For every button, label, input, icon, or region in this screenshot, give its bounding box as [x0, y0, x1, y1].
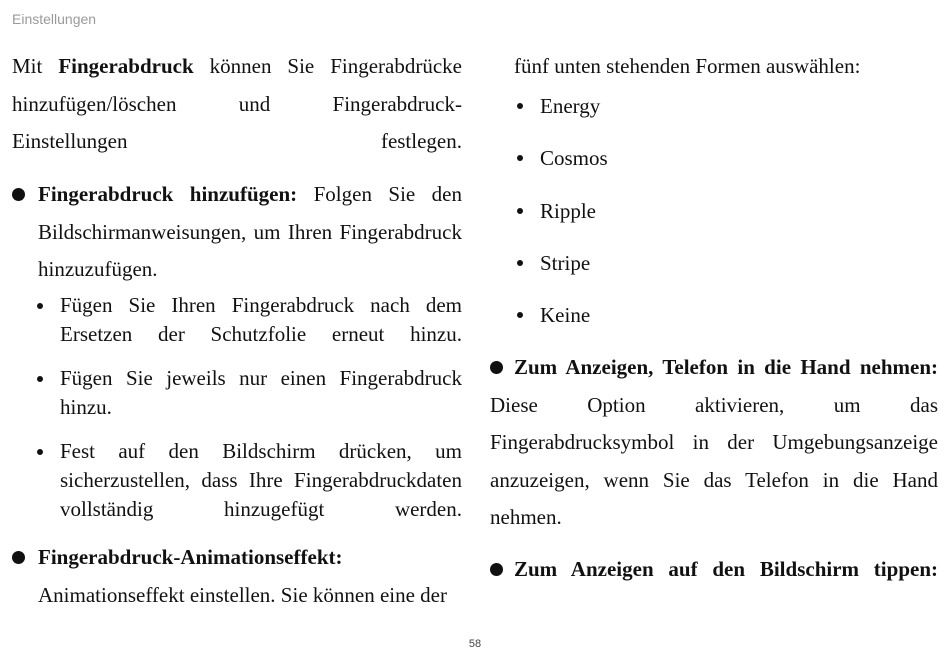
bullet-title: Fingerabdruck-Animationseffekt: — [38, 545, 343, 569]
small-bullet-icon — [517, 312, 523, 318]
shapes-intro: fünf unten stehenden Formen auswählen: — [514, 54, 861, 78]
bullet-tap-to-show — [490, 551, 938, 589]
bullet-lift-to-show — [490, 349, 938, 551]
shape-item-stripe — [514, 245, 938, 297]
bullet-body: Folgen Sie den Bildschirmanweisungen, um Ihren Fingerabdruck hinzuzufügen. — [38, 182, 462, 281]
sub-bullet-3 — [12, 437, 462, 539]
small-bullet-icon — [517, 155, 523, 161]
bullet-dot-icon — [12, 188, 25, 201]
bullet-dot-icon — [12, 551, 25, 564]
shape-item-ripple — [514, 193, 938, 245]
small-bullet-icon — [517, 260, 523, 266]
right-column — [490, 48, 938, 589]
sub-bullet-1 — [12, 291, 462, 364]
bullet-animation-effect — [12, 539, 462, 614]
header-title: Einstellungen — [12, 11, 97, 27]
intro-rest: können Sie Fingerabdrücke hinzufügen/löschen und Fingerabdruck-Einstellungen festlegen. — [12, 54, 462, 153]
shape-label: Ripple — [540, 198, 596, 223]
bullet-text — [38, 176, 462, 289]
bullet-title: Fingerabdruck hinzufügen: — [38, 182, 298, 206]
bullet-title-line — [38, 539, 462, 577]
small-bullet-icon — [37, 449, 43, 455]
small-bullet-icon — [37, 376, 43, 382]
shape-item-keine — [514, 297, 938, 349]
small-bullet-icon — [37, 303, 43, 309]
shape-item-cosmos — [514, 140, 938, 192]
bullet-title: Zum Anzeigen auf den Bildschirm tippen: — [514, 557, 938, 582]
small-bullet-icon — [517, 103, 523, 109]
bullet-title: Zum Anzeigen, Telefon in die Hand nehmen: — [514, 355, 938, 380]
bullet-dot-icon — [490, 361, 503, 374]
shape-item-energy — [514, 88, 938, 140]
shape-label: Cosmos — [540, 146, 608, 171]
bullet-body: Animationseffekt einstellen. Sie können eine der — [38, 582, 447, 607]
sub-bullet-text: Fest auf den Bildschirm drücken, um sicherzustellen, dass Ihre Fingerabdruckdaten vollständig hinzugefügt werden. — [60, 439, 462, 521]
bullet-dot-icon — [490, 563, 503, 576]
intro-bold-term: Fingerabdruck — [58, 54, 194, 78]
shape-label: Keine — [540, 303, 591, 328]
sub-bullet-text: Fügen Sie Ihren Fingerabdruck nach dem Ersetzen der Schutzfolie erneut hinzu. — [60, 293, 462, 346]
shape-label: Stripe — [540, 250, 591, 275]
bullet-title-line — [514, 551, 938, 589]
sub-bullet-text: Fügen Sie jeweils nur einen Fingerabdruck hinzu. — [60, 366, 462, 419]
intro-paragraph — [12, 48, 462, 176]
small-bullet-icon — [517, 208, 523, 214]
bullet-add-fingerprint — [12, 176, 462, 291]
bullet-title-line — [514, 349, 938, 387]
sub-bullet-2 — [12, 364, 462, 437]
bullet-body: Diese Option aktivieren, um das Fingerabdrucksymbol in der Umgebungsanzeige anzuzeigen, wenn Sie das Telefon in die Hand nehmen. — [490, 392, 938, 530]
left-column — [12, 48, 462, 614]
page-number: 58 — [468, 638, 482, 650]
shape-label: Energy — [540, 94, 601, 118]
intro-prefix: Mit — [12, 54, 59, 78]
